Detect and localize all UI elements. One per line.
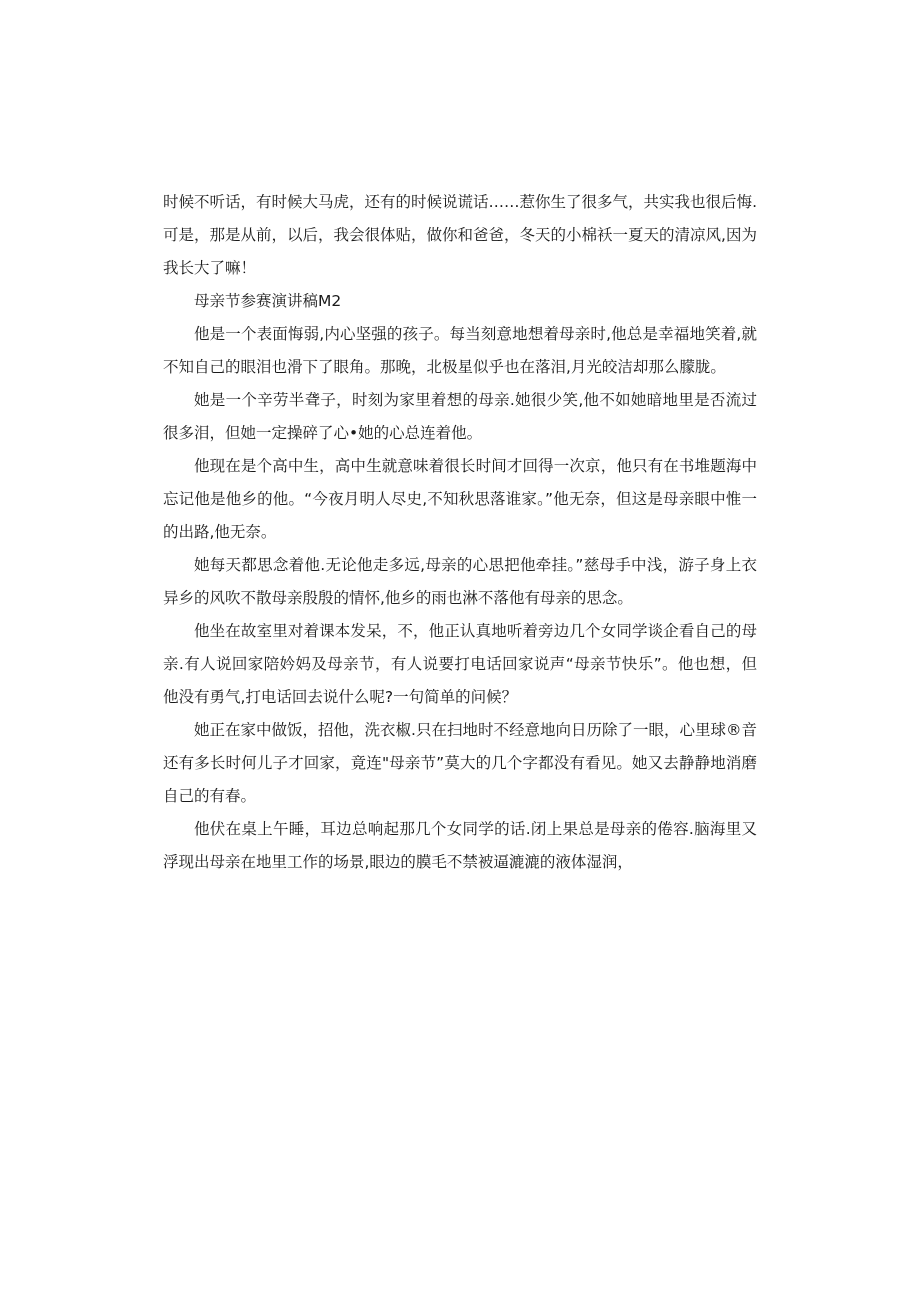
paragraph: 她每天都思念着他.无论他走多远,母亲的心思把他牵挂。”慈母手中浅，游子身上衣异乡的风吹不散母亲殷殷的情怀,他乡的雨也淋不落他有母亲的思念。 — [163, 556, 757, 607]
paragraph: 他是一个表面悔弱,内心坚强的孩子。每当刻意地想着母亲时,他总是幸福地笑着,就不知自己的眼泪也滑下了眼角。那晚，北极星似乎也在落泪,月光皎洁却那么朦胧。 — [163, 325, 757, 376]
paragraph: 她是一个辛劳半聋子，时刻为家里着想的母亲.她很少笑,他不如她暗地里是否流过很多泪，但她一定操碎了心•她的心总连着他。 — [163, 391, 757, 442]
document-body — [163, 186, 757, 879]
paragraph: 他伏在桌上午睡，耳边总响起那几个女同学的话.闭上果总是母亲的倦容.脑海里又浮现出母亲在地里工作的场景,眼边的膜毛不禁被逼漉漉的液体湿润， — [163, 820, 757, 871]
paragraph: 她正在家中做饭，招他，洗衣椒.只在扫地时不经意地向日历除了一眼，心里球®音还有多长时何儿子才回家，竟连"母亲节”莫大的几个字都没有看见。她又去静静地消磨自己的有春。 — [163, 721, 757, 805]
section-title: 母亲节参赛演讲稿M2 — [194, 292, 342, 310]
paragraph-continuation: 时候不听话，有时候大马虎，还有的时候说谎话……惹你生了很多气，共实我也很后悔.可是，那是从前，以后，我会很体贴，做你和爸爸，冬天的小棉袄一夏天的清凉风,因为我长大了嘛！ — [163, 193, 757, 277]
paragraph: 他现在是个高中生，高中生就意味着很长时间才回得一次京，他只有在书堆题海中忘记他是他乡的他。“今夜月明人尽史,不知秋思落谁家。”他无奈，但这是母亲眼中惟一的出路,他无奈。 — [163, 457, 757, 541]
paragraph: 他坐在故室里对着课本发呆，不，他正认真地听着旁边几个女同学谈企看自己的母亲.有人说回家陪妗妈及母亲节，有人说要打电话回家说声“母亲节快乐”。他也想，但他没有勇气,打电话回去说什么呢?一句简单的问候？ — [163, 622, 757, 706]
